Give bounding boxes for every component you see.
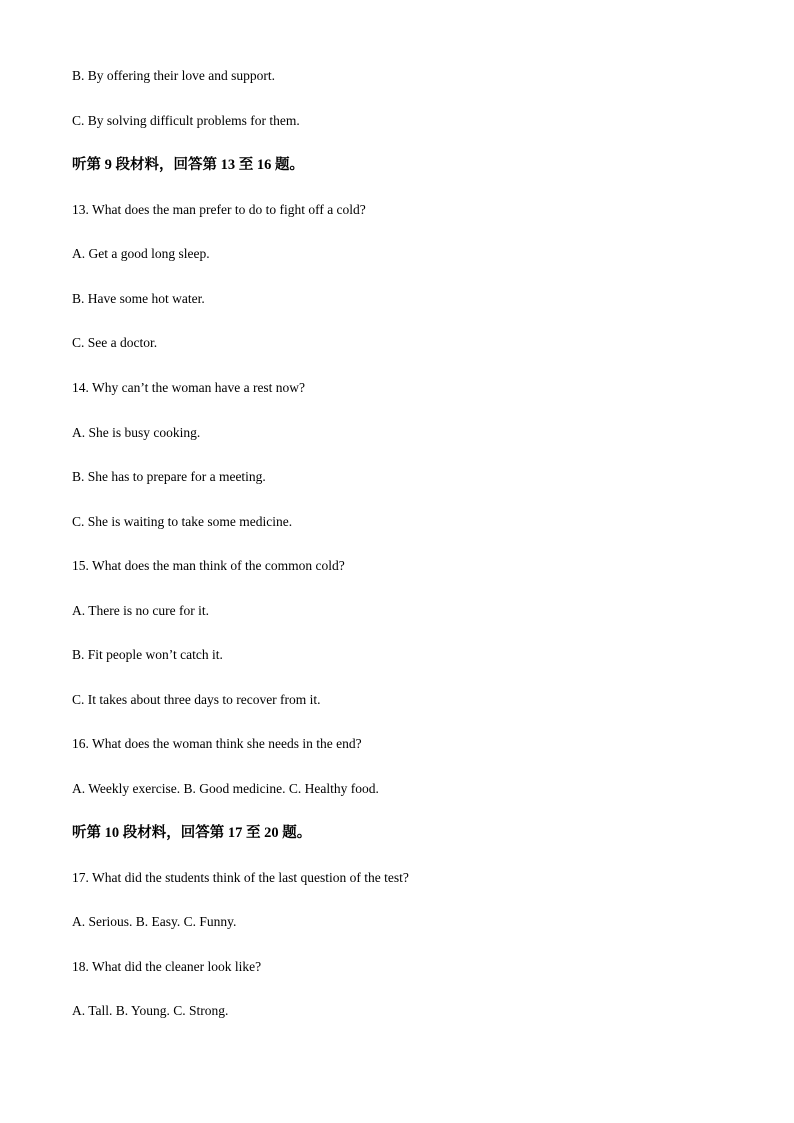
option-14c: C. She is waiting to take some medicine.	[72, 514, 293, 529]
option-13c: C. See a doctor.	[72, 335, 158, 350]
question-14: 14. Why can’t the woman have a rest now?	[72, 380, 306, 395]
options-17: A. Serious. B. Easy. C. Funny.	[72, 914, 237, 929]
question-18: 18. What did the cleaner look like?	[72, 959, 262, 974]
question-16: 16. What does the woman think she needs in the end?	[72, 736, 362, 751]
question-15: 15. What does the man think of the common cold?	[72, 558, 345, 573]
option-13b: B. Have some hot water.	[72, 291, 205, 306]
option-15b: B. Fit people won’t catch it.	[72, 647, 223, 662]
option-15a: A. There is no cure for it.	[72, 603, 209, 618]
section-heading-10: 听第 10 段材料，回答第 17 至 20 题。	[72, 825, 312, 841]
question-17: 17. What did the students think of the last question of the test?	[72, 870, 409, 885]
option-14a: A. She is busy cooking.	[72, 425, 201, 440]
option-13a: A. Get a good long sleep.	[72, 246, 210, 261]
question-13: 13. What does the man prefer to do to fight off a cold?	[72, 202, 366, 217]
option-12c: C. By solving difficult problems for them.	[72, 113, 300, 128]
option-14b: B. She has to prepare for a meeting.	[72, 469, 266, 484]
options-18: A. Tall. B. Young. C. Strong.	[72, 1003, 229, 1018]
section-heading-9: 听第 9 段材料，回答第 13 至 16 题。	[72, 157, 304, 173]
options-16: A. Weekly exercise. B. Good medicine. C. Healthy food.	[72, 781, 379, 796]
option-15c: C. It takes about three days to recover from it.	[72, 692, 321, 707]
option-12b: B. By offering their love and support.	[72, 68, 275, 83]
